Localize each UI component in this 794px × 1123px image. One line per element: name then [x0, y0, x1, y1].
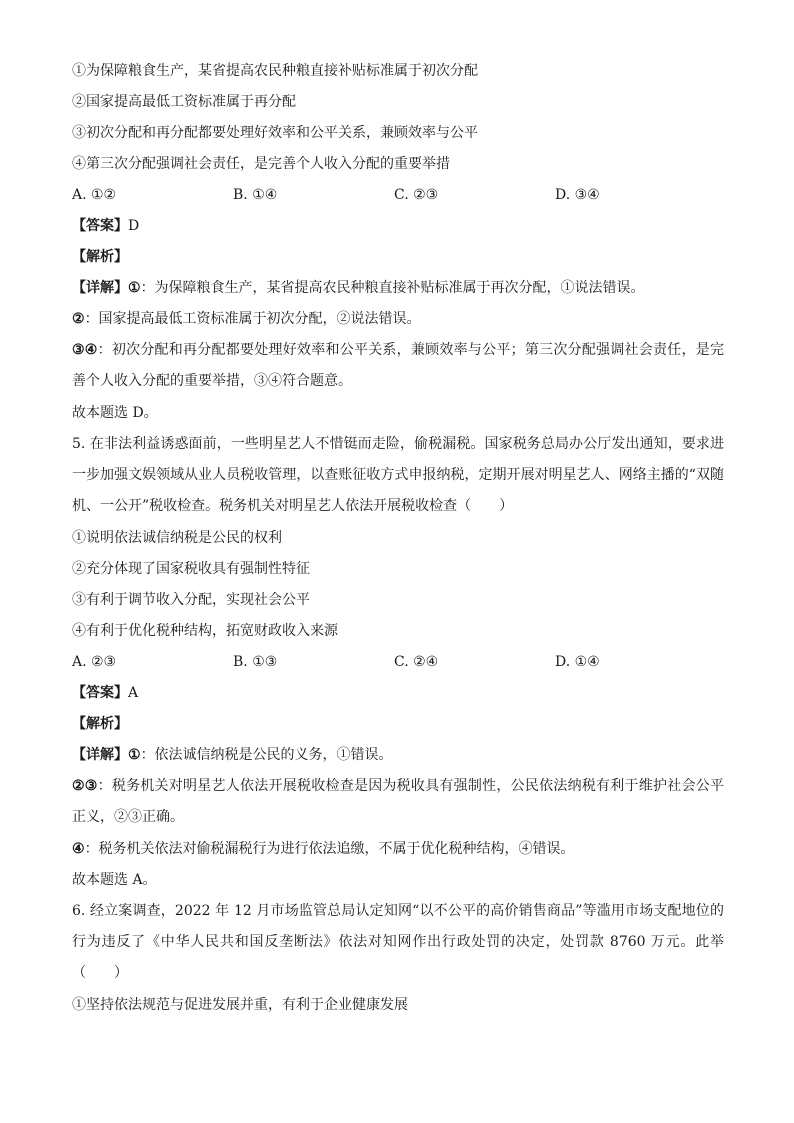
q4-detail-3	[72, 335, 724, 397]
q4-detail-3-lead: ③④	[72, 342, 98, 358]
q6-statement-1: ①坚持依法规范与促进发展并重，有利于企业健康发展	[72, 997, 408, 1013]
q5-statement-4: ④有利于优化税种结构，拓宽财政收入来源	[72, 623, 338, 639]
q5-statement-2: ②充分体现了国家税收具有强制性特征	[72, 561, 310, 577]
q4-conclusion: 故本题选 D。	[72, 405, 158, 421]
q4-detail-2-lead: ②	[72, 311, 85, 327]
q5-detail-2-lead: ②③	[72, 778, 98, 794]
q4-answer-tag: 【答案】	[72, 218, 128, 234]
q5-stem: 5. 在非法利益诱惑面前，一些明星艺人不惜铤而走险，偷税漏税。国家税务总局办公厅发出通知，要求进一步加强文娱领域从业人员税收管理，以查账征收方式申报纳税，定期开展对明星艺人、网络主播的“双随机、一公开”税收检查。税务机关对明星艺人依法开展税收检查（ ）	[72, 436, 724, 514]
q5-detail-2	[72, 771, 724, 833]
q5-detail-1	[72, 746, 724, 764]
q5-statement-1: ①说明依法诚信纳税是公民的权利	[72, 530, 282, 546]
q4-detail-2	[72, 310, 724, 328]
q4-option-b: B. ①④	[233, 187, 278, 203]
q4-analysis-tag: 【解析】	[72, 249, 128, 265]
q5-detail-tag: 【详解】	[72, 747, 128, 763]
q4-answer	[72, 217, 724, 235]
q4-statement-4: ④第三次分配强调社会责任，是完善个人收入分配的重要举措	[72, 156, 450, 172]
q5-analysis-tag: 【解析】	[72, 716, 128, 732]
q5-detail-3-text: ：税务机关依法对偷税漏税行为进行依法追缴，不属于优化税种结构，④错误。	[84, 841, 575, 857]
q4-option-d: D. ③④	[555, 187, 600, 203]
q5-option-d: D. ①④	[555, 654, 600, 670]
q5-answer-value: A	[128, 685, 139, 701]
q4-statement-2: ②国家提高最低工资标准属于再分配	[72, 94, 296, 110]
document-page	[72, 62, 724, 1027]
q5-options	[72, 653, 724, 671]
q4-option-c: C. ②③	[394, 187, 439, 203]
q5-conclusion: 故本题选 A。	[72, 872, 157, 888]
q4-answer-value: D	[128, 218, 140, 234]
q4-statement-3: ③初次分配和再分配都要处理好效率和公平关系，兼顾效率与公平	[72, 125, 478, 141]
q5-detail-1-lead: ①	[128, 747, 141, 763]
q5-option-b: B. ①③	[233, 654, 278, 670]
q5-option-c: C. ②④	[394, 654, 439, 670]
q4-detail-1	[72, 279, 724, 297]
q5-answer	[72, 684, 724, 702]
q4-detail-1-text: ：为保障粮食生产，某省提高农民种粮直接补贴标准属于再次分配，①说法错误。	[140, 280, 645, 296]
q5-detail-2-text: ：税务机关对明星艺人依法开展税收检查是因为税收具有强制性，公民依法纳税有利于维护社会公平正义，②③正确。	[72, 778, 724, 825]
q5-detail-1-text: ：依法诚信纳税是公民的义务，①错误。	[140, 747, 393, 763]
q4-detail-3-text: ：初次分配和再分配都要处理好效率和公平关系，兼顾效率与公平；第三次分配强调社会责任，是完善个人收入分配的重要举措，③④符合题意。	[72, 342, 724, 389]
q6-stem: 6. 经立案调查，2022 年 12 月市场监管总局认定知网“以不公平的高价销售商品”等滥用市场支配地位的行为违反了《中华人民共和国反垄断法》依法对知网作出行政处罚的决定，处罚款 8760 万元。此举（ ）	[72, 903, 724, 981]
q4-detail-2-text: ：国家提高最低工资标准属于初次分配，②说法错误。	[84, 311, 421, 327]
q5-statement-3: ③有利于调节收入分配，实现社会公平	[72, 592, 310, 608]
q4-statement-1: ①为保障粮食生产，某省提高农民种粮直接补贴标准属于初次分配	[72, 63, 478, 79]
q5-detail-3	[72, 840, 724, 858]
q4-options	[72, 186, 724, 204]
q4-detail-tag: 【详解】	[72, 280, 128, 296]
q4-detail-1-lead: ①	[128, 280, 141, 296]
q5-detail-3-lead: ④	[72, 841, 85, 857]
q4-option-a: A. ①②	[72, 187, 117, 203]
q5-option-a: A. ②③	[72, 654, 117, 670]
q5-answer-tag: 【答案】	[72, 685, 128, 701]
